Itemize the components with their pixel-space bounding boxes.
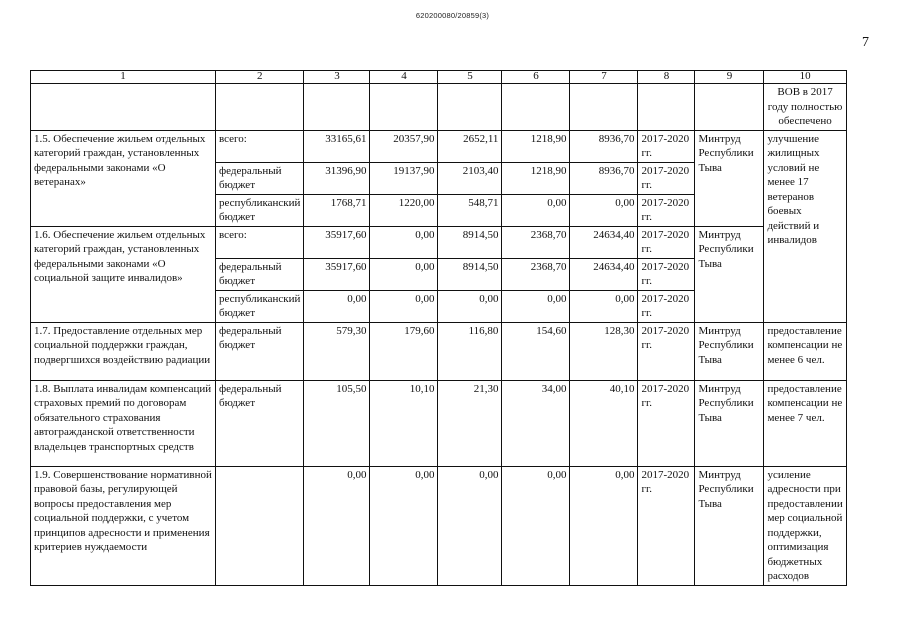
table-row — [31, 466, 847, 585]
value-2017: 20357,90 — [370, 130, 438, 162]
value-2020: 8936,70 — [570, 130, 638, 162]
value-2019: 154,60 — [502, 322, 570, 380]
result-cell: усиление адресности при предоставлении мер социальной поддержки, оптимизация бюджетных расходов — [764, 466, 846, 585]
table-cell — [570, 84, 638, 131]
table-cell — [502, 84, 570, 131]
value-2018: 0,00 — [438, 290, 502, 322]
column-header: 8 — [638, 71, 695, 84]
value-2020: 0,00 — [570, 290, 638, 322]
measure-name: 1.5. Обеспечение жильем отдельных категорий граждан, установленных федеральными законами «О ветеранах» — [31, 130, 216, 226]
column-header: 7 — [570, 71, 638, 84]
value-2019: 1218,90 — [502, 162, 570, 194]
table-cell — [438, 84, 502, 131]
value-2018: 21,30 — [438, 380, 502, 466]
column-header: 9 — [695, 71, 764, 84]
value-2018: 0,00 — [438, 466, 502, 585]
period: 2017-2020 гг. — [638, 466, 695, 585]
column-header: 3 — [304, 71, 370, 84]
value-2019: 34,00 — [502, 380, 570, 466]
result-cell: предоставление компенсации не менее 6 чел. — [764, 322, 846, 380]
value-total: 35917,60 — [304, 258, 370, 290]
column-header: 6 — [502, 71, 570, 84]
result-cell: ВОВ в 2017 году полностью обеспечено — [764, 84, 846, 131]
value-2018: 2652,11 — [438, 130, 502, 162]
value-total: 0,00 — [304, 466, 370, 585]
program-table — [30, 70, 847, 586]
value-2018: 8914,50 — [438, 258, 502, 290]
result-cell: улучшение жилищных условий не менее 17 ветеранов боевых действий и инвалидов — [764, 130, 846, 322]
value-total: 35917,60 — [304, 226, 370, 258]
table-row — [31, 84, 847, 131]
period: 2017-2020 гг. — [638, 226, 695, 258]
value-2018: 116,80 — [438, 322, 502, 380]
measure-name: 1.8. Выплата инвалидам компенсаций страховых премий по договорам обязательного страхования автогражданской ответственности владельцев транспортных средств — [31, 380, 216, 466]
value-2019: 0,00 — [502, 290, 570, 322]
table-row — [31, 226, 847, 258]
value-2019: 1218,90 — [502, 130, 570, 162]
executor: Минтруд Республики Тыва — [695, 466, 764, 585]
measure-name: 1.6. Обеспечение жильем отдельных категорий граждан, установленных федеральными законами «О социальной защите инвалидов» — [31, 226, 216, 322]
funding-source: всего: — [216, 130, 304, 162]
column-header: 2 — [216, 71, 304, 84]
value-2019: 0,00 — [502, 466, 570, 585]
value-2017: 19137,90 — [370, 162, 438, 194]
period: 2017-2020 гг. — [638, 290, 695, 322]
value-total: 0,00 — [304, 290, 370, 322]
funding-source: федеральный бюджет — [216, 322, 304, 380]
value-2020: 40,10 — [570, 380, 638, 466]
document-code: 620200080/20859(3) — [415, 11, 490, 20]
value-2017: 179,60 — [370, 322, 438, 380]
value-2017: 0,00 — [370, 226, 438, 258]
value-total: 31396,90 — [304, 162, 370, 194]
value-total: 33165,61 — [304, 130, 370, 162]
column-header: 4 — [370, 71, 438, 84]
funding-source: федеральный бюджет — [216, 258, 304, 290]
funding-source: всего: — [216, 226, 304, 258]
value-2018: 8914,50 — [438, 226, 502, 258]
result-cell: предоставление компенсации не менее 7 чел. — [764, 380, 846, 466]
table-cell — [695, 84, 764, 131]
value-2020: 128,30 — [570, 322, 638, 380]
executor: Минтруд Республики Тыва — [695, 130, 764, 226]
column-header: 1 — [31, 71, 216, 84]
measure-name: 1.7. Предоставление отдельных мер социальной поддержки граждан, подвергшихся воздействию радиации — [31, 322, 216, 380]
funding-source: федеральный бюджет — [216, 380, 304, 466]
value-2019: 2368,70 — [502, 226, 570, 258]
value-2018: 548,71 — [438, 194, 502, 226]
funding-source: республиканский бюджет — [216, 194, 304, 226]
period: 2017-2020 гг. — [638, 380, 695, 466]
column-header: 5 — [438, 71, 502, 84]
value-2018: 2103,40 — [438, 162, 502, 194]
table-cell — [370, 84, 438, 131]
funding-source — [216, 466, 304, 585]
column-header: 10 — [764, 71, 846, 84]
value-2017: 0,00 — [370, 466, 438, 585]
funding-source: федеральный бюджет — [216, 162, 304, 194]
measure-name: 1.9. Совершенствование нормативной правовой базы, регулирующей вопросы предоставления мер социальной поддержки, с учетом принципов адресности и применения критериев нуждаемости — [31, 466, 216, 585]
table-row — [31, 130, 847, 162]
period: 2017-2020 гг. — [638, 130, 695, 162]
period: 2017-2020 гг. — [638, 322, 695, 380]
value-2017: 0,00 — [370, 290, 438, 322]
value-total: 1768,71 — [304, 194, 370, 226]
table-cell — [31, 84, 216, 131]
value-2020: 8936,70 — [570, 162, 638, 194]
page-number: 7 — [862, 35, 869, 50]
period: 2017-2020 гг. — [638, 162, 695, 194]
column-number-row — [31, 71, 847, 84]
table-row — [31, 380, 847, 466]
table-cell — [304, 84, 370, 131]
value-2017: 1220,00 — [370, 194, 438, 226]
value-total: 105,50 — [304, 380, 370, 466]
value-total: 579,30 — [304, 322, 370, 380]
table-cell — [638, 84, 695, 131]
funding-source: республиканский бюджет — [216, 290, 304, 322]
value-2017: 10,10 — [370, 380, 438, 466]
value-2019: 2368,70 — [502, 258, 570, 290]
value-2017: 0,00 — [370, 258, 438, 290]
value-2020: 24634,40 — [570, 226, 638, 258]
value-2020: 24634,40 — [570, 258, 638, 290]
value-2020: 0,00 — [570, 194, 638, 226]
executor: Минтруд Республики Тыва — [695, 322, 764, 380]
period: 2017-2020 гг. — [638, 194, 695, 226]
executor: Минтруд Республики Тыва — [695, 380, 764, 466]
table-cell — [216, 84, 304, 131]
value-2019: 0,00 — [502, 194, 570, 226]
period: 2017-2020 гг. — [638, 258, 695, 290]
value-2020: 0,00 — [570, 466, 638, 585]
executor: Минтруд Республики Тыва — [695, 226, 764, 322]
table-row — [31, 322, 847, 380]
